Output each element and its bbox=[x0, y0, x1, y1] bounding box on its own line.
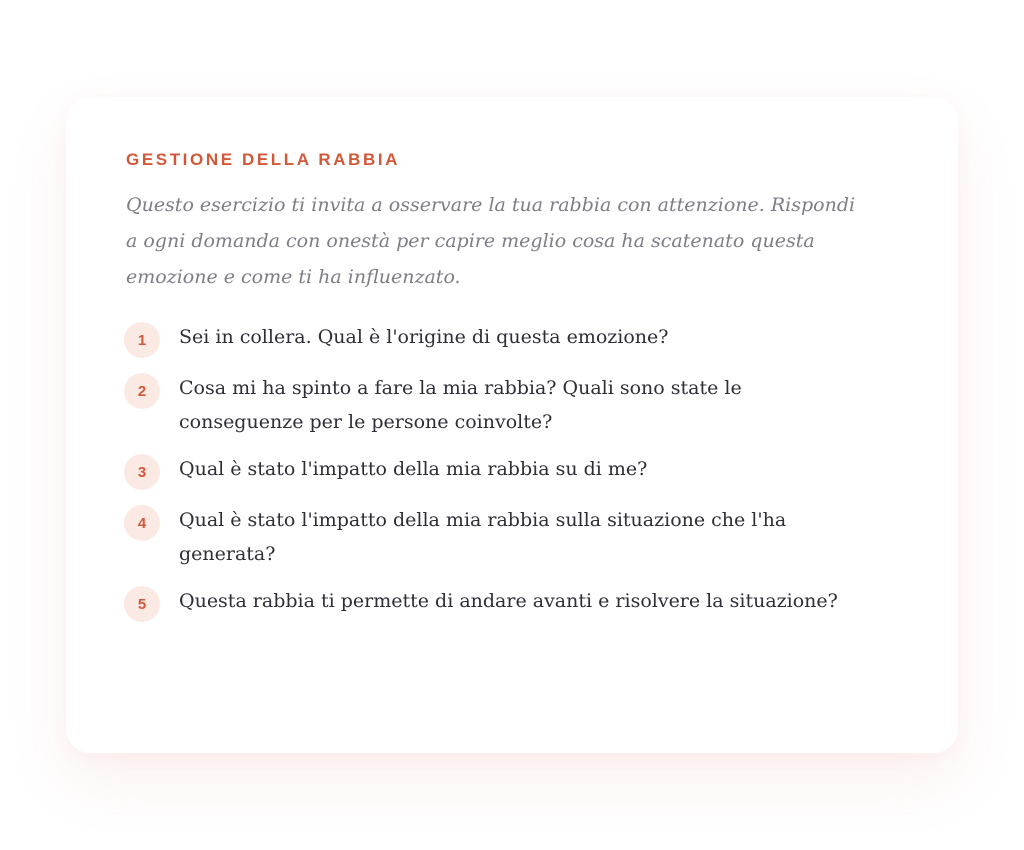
question-item bbox=[126, 457, 898, 490]
question-number-badge: 5 bbox=[124, 586, 160, 622]
question-text: Cosa mi ha spinto a fare la mia rabbia? Quali sono state le conseguenze per le persone coinvolte? bbox=[179, 377, 742, 433]
question-number-badge: 2 bbox=[124, 373, 160, 409]
question-item bbox=[126, 589, 898, 622]
question-list bbox=[126, 325, 898, 622]
exercise-card bbox=[66, 97, 958, 753]
question-item bbox=[126, 325, 898, 358]
question-text: Qual è stato l'impatto della mia rabbia sulla situazione che l'ha generata? bbox=[179, 509, 787, 565]
question-text: Qual è stato l'impatto della mia rabbia su di me? bbox=[179, 458, 648, 480]
question-number-badge: 3 bbox=[124, 454, 160, 490]
card-title: GESTIONE DELLA RABBIA bbox=[126, 150, 401, 169]
question-text: Questa rabbia ti permette di andare avanti e risolvere la situazione? bbox=[179, 590, 838, 612]
question-item bbox=[126, 508, 898, 571]
question-text: Sei in collera. Qual è l'origine di questa emozione? bbox=[179, 326, 669, 348]
card-description: Questo esercizio ti invita a osservare la tua rabbia con attenzione. Rispondi a ogni domanda con onestà per capire meglio cosa ha scatenato questa emozione e come ti ha influenzato. bbox=[126, 194, 856, 288]
question-number-badge: 1 bbox=[124, 322, 160, 358]
question-item bbox=[126, 376, 898, 439]
question-number-badge: 4 bbox=[124, 505, 160, 541]
